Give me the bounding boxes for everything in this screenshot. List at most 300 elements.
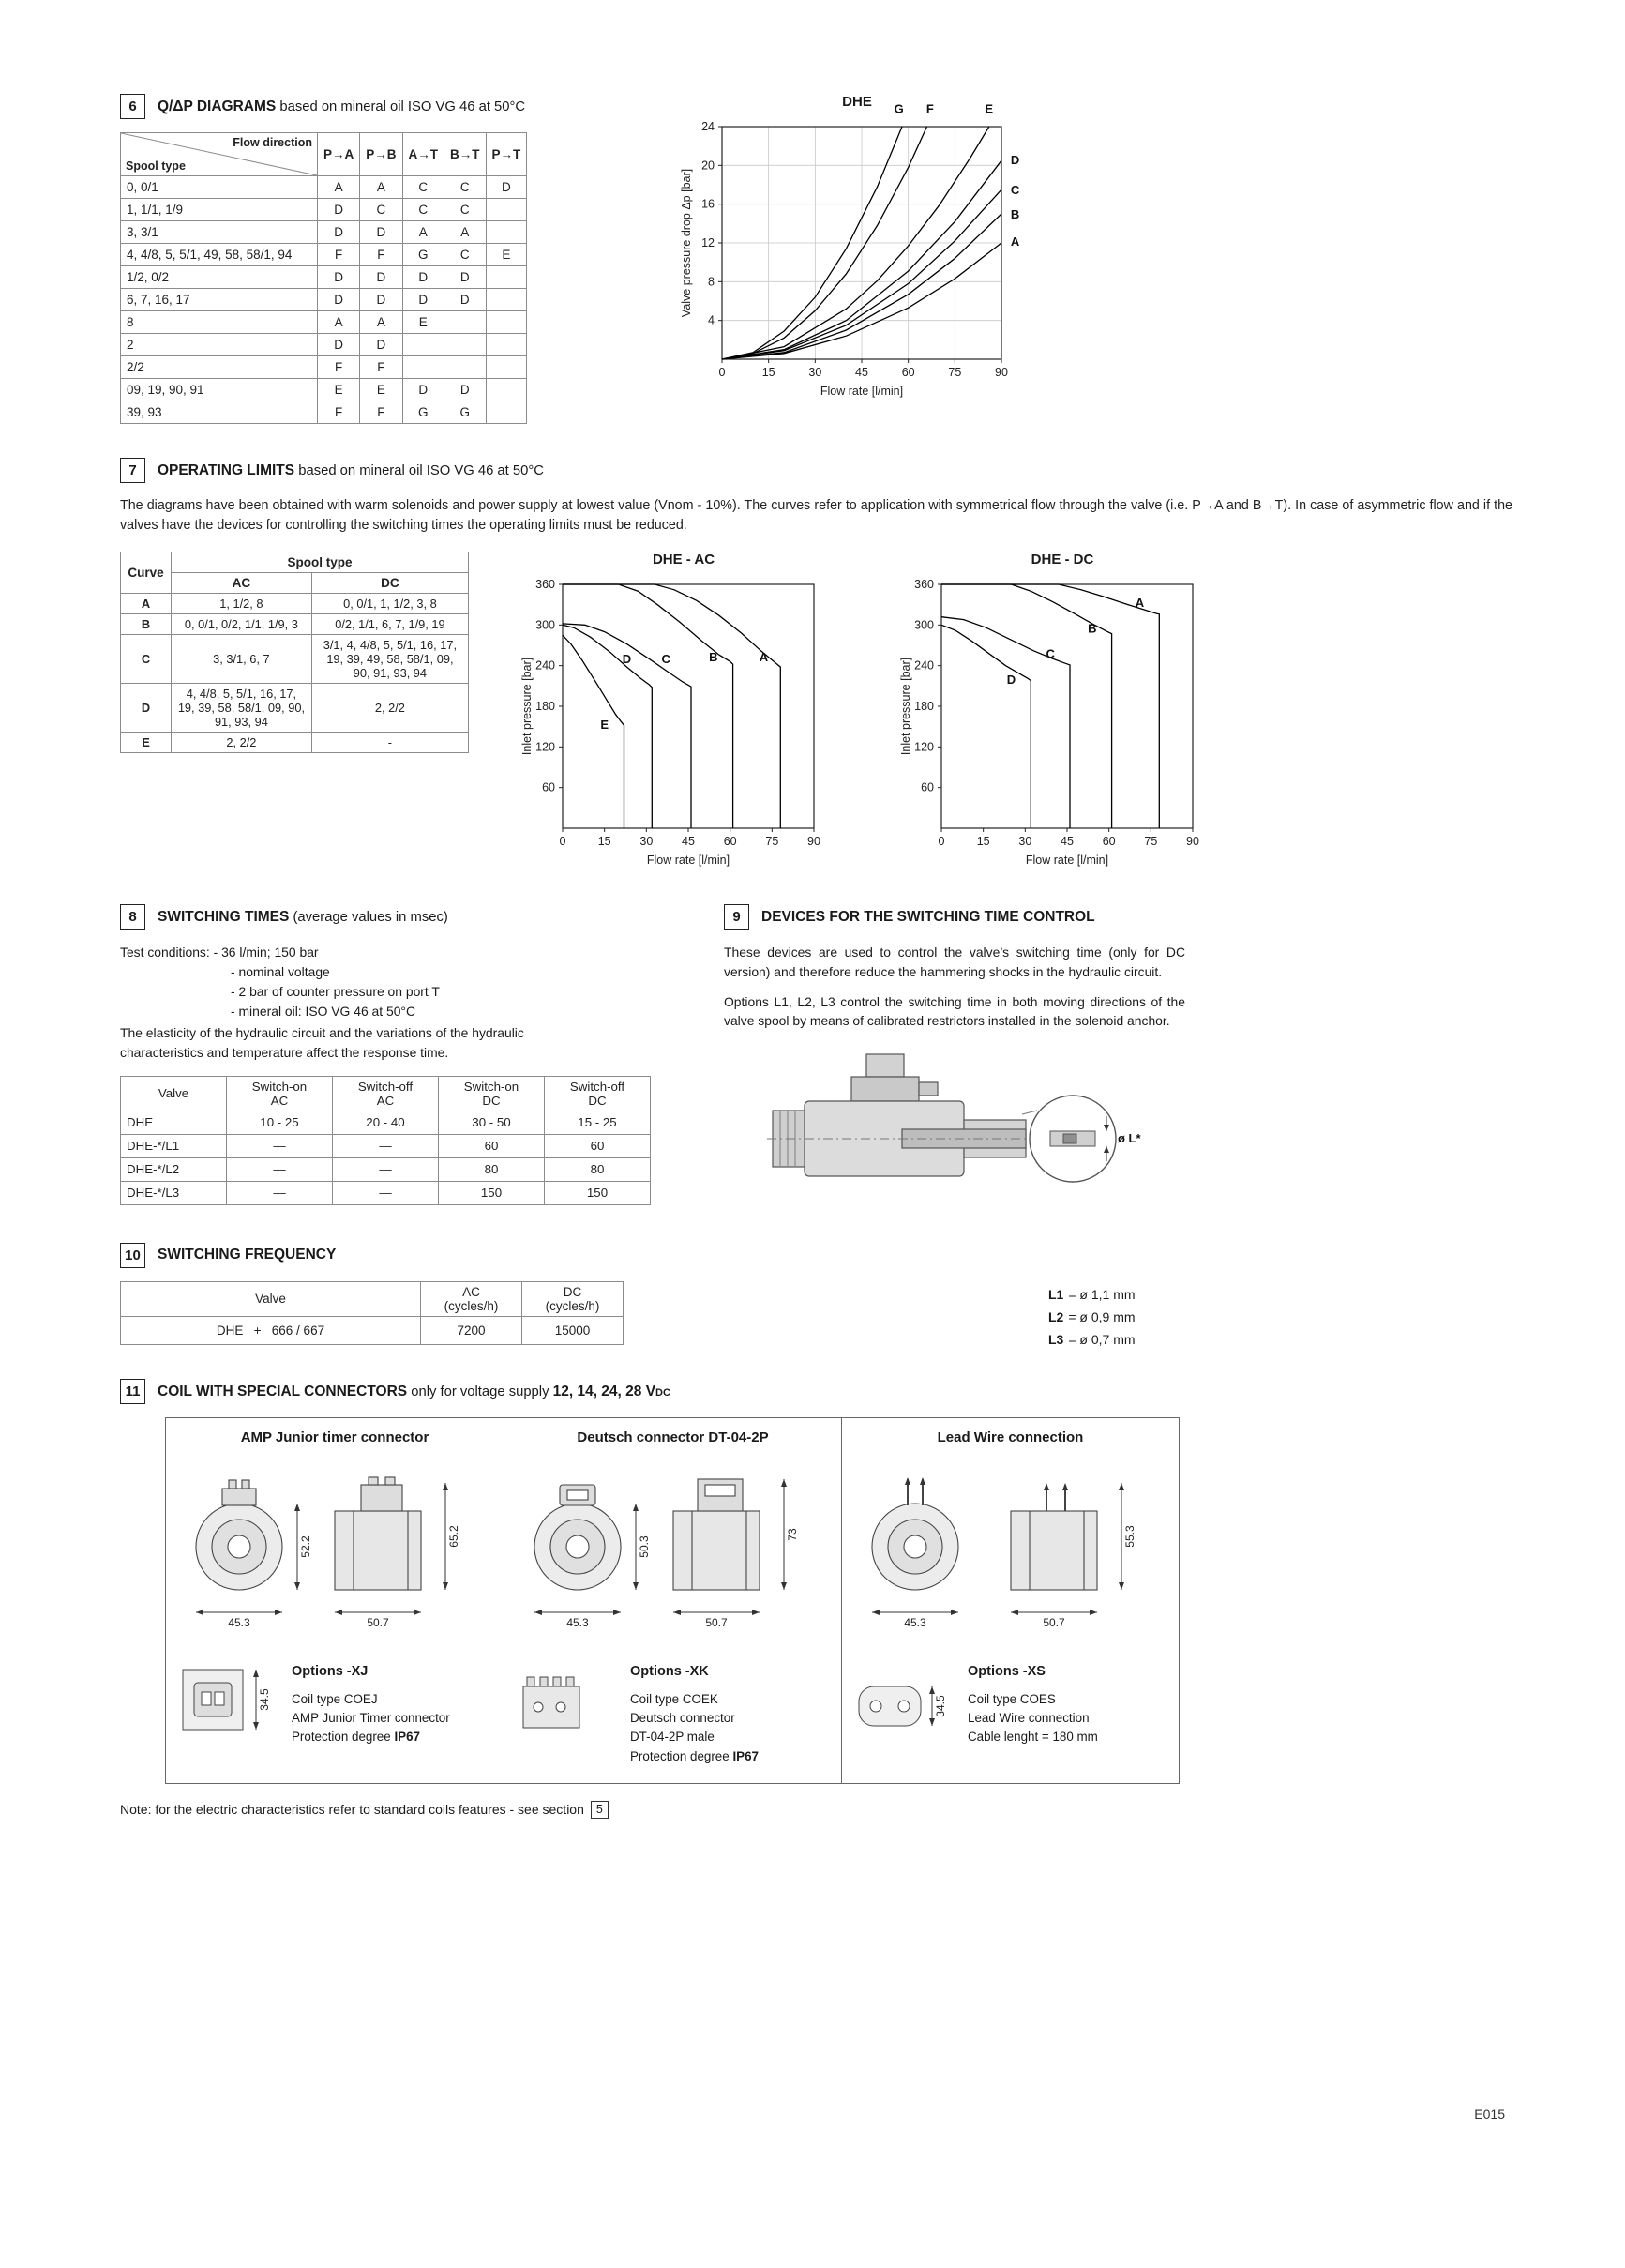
- freq-valve-cell: DHE + 666 / 667: [121, 1316, 421, 1344]
- flow-curve-cell: [444, 334, 487, 356]
- dim-arrow: [253, 1722, 259, 1730]
- connector-detail-drawing: [851, 1662, 956, 1757]
- section11-header: [120, 1379, 1512, 1404]
- ac-spools-cell: 2, 2/2: [172, 733, 312, 753]
- coil-dimension-drawing: [177, 1451, 492, 1650]
- y-tick-label: 12: [701, 236, 715, 249]
- flow-curve-cell: G: [402, 401, 444, 424]
- section9-paragraph-1: These devices are used to control the valve’s switching time (only for DC version) and therefore reduce the hammering shocks in the hydraulic circuit.: [724, 945, 1185, 979]
- flow-curve-cell: D: [360, 266, 402, 289]
- dc-spools-cell: 3/1, 4, 4/8, 5, 5/1, 16, 17, 19, 39, 49, 58, 58/1, 09, 90, 91, 93, 94: [311, 635, 468, 684]
- dc-spools-cell: 2, 2/2: [311, 684, 468, 733]
- flow-curve-cell: A: [318, 311, 360, 334]
- ac-header: AC: [172, 573, 312, 594]
- elasticity-note: The elasticity of the hydraulic circuit and the variations of the hydraulic characteristics and temperature affect the response time.: [120, 1024, 524, 1060]
- flow-curve-cell: [402, 356, 444, 379]
- y-tick-label: 120: [535, 740, 555, 754]
- plot-border: [563, 584, 814, 828]
- y-tick-label: 180: [535, 700, 555, 714]
- note-text: Note: for the electric characteristics refer to standard coils features - see section: [120, 1802, 584, 1818]
- curve-label-A: A: [759, 650, 769, 665]
- curve-label-E: E: [600, 718, 609, 733]
- flow-curve-cell: D: [402, 379, 444, 401]
- y-axis-label: Valve pressure drop Δp [bar]: [680, 168, 693, 318]
- y-tick-label: 240: [535, 659, 555, 673]
- x-tick-label: 60: [723, 835, 737, 849]
- freq-dc-header: DC (cycles/h): [522, 1281, 624, 1316]
- section6-number: 6: [120, 94, 145, 119]
- section9: [724, 904, 1493, 1351]
- flow-curve-cell: D: [402, 266, 444, 289]
- dim-arrow: [613, 1610, 621, 1615]
- dc-header: DC: [311, 573, 468, 594]
- flow-curve-cell: C: [402, 176, 444, 199]
- time-value-cell: 60: [439, 1134, 545, 1157]
- curve-label-G: G: [894, 101, 904, 116]
- coil-options-row: [166, 1655, 504, 1774]
- flow-curve-cell: C: [444, 176, 487, 199]
- time-value-cell: 15 - 25: [545, 1111, 651, 1134]
- time-value-cell: 60: [545, 1134, 651, 1157]
- coil-panel-title: Lead Wire connection: [937, 1429, 1084, 1446]
- chart-DHE - AC: [519, 569, 848, 868]
- section9-paragraph-2: Options L1, L2, L3 control the switching time in both moving directions of the valve spool by means of calibrated restrictors installed in the solenoid anchor.: [724, 993, 1185, 1028]
- freq-dc-value: 15000: [522, 1316, 624, 1344]
- time-value-cell: —: [333, 1181, 439, 1204]
- dim-arrow: [929, 1718, 935, 1726]
- curve-header: Curve: [121, 552, 172, 594]
- protection-line: Protection degree IP67: [630, 1748, 759, 1763]
- y-tick-label: 60: [921, 781, 934, 795]
- flow-curve-cell: A: [318, 176, 360, 199]
- table-row: [121, 334, 527, 356]
- coil-drawing-area: [504, 1451, 841, 1655]
- x-tick-label: 0: [938, 835, 945, 849]
- options-block: [292, 1662, 450, 1746]
- dimension-value: 50.7: [1042, 1616, 1065, 1630]
- x-axis-label: Flow rate [l/min]: [646, 854, 730, 868]
- dc-spools-cell: 0/2, 1/1, 6, 7, 1/9, 19: [311, 614, 468, 635]
- spool-type-cell: 1/2, 0/2: [121, 266, 318, 289]
- flow-curve-cell: E: [486, 244, 527, 266]
- x-tick-label: 15: [976, 835, 990, 849]
- flow-curve-cell: D: [318, 289, 360, 311]
- y-tick-label: 8: [708, 275, 715, 289]
- valve-name-cell: DHE-*/L2: [121, 1157, 227, 1181]
- section8-header: [120, 904, 683, 930]
- operating-limits-row: [120, 552, 1512, 872]
- table-row: [121, 244, 527, 266]
- curve-B: [563, 584, 733, 828]
- flow-direction-label: Flow direction: [233, 136, 312, 149]
- time-value-cell: —: [227, 1181, 333, 1204]
- spool-type-cell: 0, 0/1: [121, 176, 318, 199]
- dim-arrow: [443, 1483, 448, 1490]
- flow-curve-cell: [486, 401, 527, 424]
- x-axis-label: Flow rate [l/min]: [820, 385, 904, 398]
- curve-label-C: C: [1010, 183, 1020, 198]
- section9-header: [724, 904, 1493, 930]
- flow-curve-cell: D: [318, 199, 360, 221]
- ac-spools-cell: 0, 0/1, 0/2, 1/1, 1/9, 3: [172, 614, 312, 635]
- curve-A: [563, 584, 780, 828]
- spool-type-cell: 2: [121, 334, 318, 356]
- table-row: [121, 594, 469, 614]
- connector-front-drawing: [175, 1662, 280, 1752]
- section9-number: 9: [724, 904, 749, 930]
- y-tick-label: 300: [914, 618, 934, 632]
- dimension-value: 50.7: [367, 1616, 389, 1630]
- curve-label-B: B: [1010, 207, 1020, 222]
- leadwire-connector-front: [859, 1686, 921, 1726]
- qdp-chart-title: DHE: [842, 94, 872, 110]
- x-tick-label: 30: [1018, 835, 1032, 849]
- col-b-t: B→T: [444, 133, 487, 176]
- cable-gland: [919, 1082, 938, 1096]
- flow-curve-cell: G: [444, 401, 487, 424]
- dimension-value: 50.3: [637, 1535, 651, 1559]
- x-axis-label: Flow rate [l/min]: [1025, 854, 1109, 868]
- flow-curve-cell: [486, 379, 527, 401]
- option-line: Coil type COES: [968, 1692, 1056, 1707]
- curve-label-D: D: [1010, 153, 1020, 168]
- y-tick-label: 300: [535, 618, 555, 632]
- protection-line: Protection degree IP67: [292, 1730, 420, 1745]
- table-row: [121, 1157, 651, 1181]
- page-code: E015: [1474, 2107, 1505, 2122]
- section6-subtitle: based on mineral oil ISO VG 46 at 50°C: [279, 98, 526, 114]
- table-row: [121, 311, 527, 334]
- dim-arrow: [414, 1610, 421, 1615]
- options-block: [968, 1662, 1098, 1746]
- dim-arrow: [872, 1610, 880, 1615]
- coil-panel-title: Deutsch connector DT-04-2P: [577, 1429, 769, 1446]
- y-tick-label: 240: [914, 659, 934, 673]
- ac-spools-cell: 1, 1/2, 8: [172, 594, 312, 614]
- chart-DHE - DC: [898, 569, 1226, 868]
- footer-note: [120, 1801, 1512, 1819]
- switching-table-header: Switch-on DC: [439, 1076, 545, 1111]
- connector-front-drawing: [851, 1662, 956, 1752]
- switching-table-header: Switch-off DC: [545, 1076, 651, 1111]
- section7-header: [120, 458, 1512, 483]
- dimension-value: 45.3: [903, 1616, 926, 1630]
- dim-arrow: [253, 1670, 259, 1677]
- table-row: [121, 1316, 624, 1344]
- y-tick-label: 120: [914, 740, 934, 754]
- flow-curve-cell: C: [444, 244, 487, 266]
- coil-front-hole: [228, 1535, 250, 1558]
- col-p-a: P→A: [318, 133, 360, 176]
- dim-arrow: [1119, 1582, 1124, 1590]
- option-line: AMP Junior Timer connector: [292, 1711, 450, 1726]
- ac-chart-canvas: [519, 569, 848, 872]
- flow-curve-cell: [486, 356, 527, 379]
- coil-options-row: [842, 1655, 1179, 1774]
- test-conditions-intro: Test conditions: - 36 l/min; 150 bar: [120, 945, 319, 960]
- test-conditions: [120, 943, 683, 1062]
- flow-curve-cell: [486, 221, 527, 244]
- amp-connector-side: [361, 1485, 402, 1511]
- restrictor-legend: [1048, 1284, 1493, 1351]
- flow-curve-cell: [444, 311, 487, 334]
- dimension-value: 52.2: [299, 1535, 312, 1559]
- option-line: Lead Wire connection: [968, 1711, 1090, 1726]
- flow-curve-cell: F: [318, 401, 360, 424]
- col-a-t: A→T: [402, 133, 444, 176]
- dim-arrow: [275, 1610, 282, 1615]
- flow-curve-cell: D: [360, 289, 402, 311]
- dim-arrow: [294, 1582, 300, 1590]
- x-tick-label: 45: [682, 835, 695, 849]
- spool-type-cell: 39, 93: [121, 401, 318, 424]
- x-tick-label: 15: [761, 366, 775, 379]
- section11-number: 11: [120, 1379, 145, 1404]
- y-tick-label: 180: [914, 700, 934, 714]
- table-row: [121, 356, 527, 379]
- flow-curve-cell: C: [360, 199, 402, 221]
- diagonal-header-cell: [121, 133, 318, 176]
- legend-row-l3: L3 = ø 0,7 mm: [1048, 1331, 1136, 1347]
- dimension-value: 45.3: [228, 1616, 250, 1630]
- coil-drawing-area: [842, 1451, 1179, 1655]
- table-row: [121, 1181, 651, 1204]
- flow-curve-cell: D: [360, 334, 402, 356]
- coil-drawing-area: [166, 1451, 504, 1655]
- time-value-cell: 80: [545, 1157, 651, 1181]
- section7-subtitle: based on mineral oil ISO VG 46 at 50°C: [298, 462, 544, 478]
- flow-curve-cell: A: [360, 311, 402, 334]
- test-condition-line: - mineral oil: ISO VG 46 at 50°C: [231, 1004, 416, 1020]
- flow-curve-cell: D: [318, 221, 360, 244]
- section9-title: DEVICES FOR THE SWITCHING TIME CONTROL: [761, 908, 1095, 925]
- x-tick-label: 45: [1061, 835, 1074, 849]
- section7-title: OPERATING LIMITS: [158, 461, 295, 478]
- dimension-value: 55.3: [1122, 1525, 1136, 1549]
- options-code: Options -XS: [968, 1664, 1046, 1680]
- flow-curve-cell: C: [402, 199, 444, 221]
- dimension-value: 50.7: [704, 1616, 728, 1630]
- y-axis-label: Inlet pressure [bar]: [899, 658, 912, 756]
- time-value-cell: 20 - 40: [333, 1111, 439, 1134]
- curve-label-E: E: [985, 101, 994, 116]
- curve-label-D: D: [622, 652, 632, 667]
- spool-type-cell: 1, 1/1, 1/9: [121, 199, 318, 221]
- x-tick-label: 0: [718, 366, 726, 379]
- section10-number: 10: [120, 1243, 145, 1268]
- curve-D: [941, 626, 1031, 829]
- amp-terminal: [222, 1489, 256, 1505]
- dim-arrow: [1011, 1610, 1018, 1615]
- table-row: [121, 733, 469, 753]
- section10-title: SWITCHING FREQUENCY: [158, 1247, 337, 1263]
- table-row: [121, 1111, 651, 1134]
- test-condition-line: - nominal voltage: [231, 964, 330, 980]
- freq-ac-value: 7200: [421, 1316, 522, 1344]
- flow-curve-cell: [486, 334, 527, 356]
- switching-device-figure: [724, 1049, 1493, 1351]
- curve-letter-cell: A: [121, 594, 172, 614]
- curve-E: [563, 636, 624, 829]
- section10-header: [120, 1243, 683, 1268]
- flow-curve-cell: D: [444, 266, 487, 289]
- section6-header: [120, 94, 608, 119]
- time-value-cell: —: [333, 1157, 439, 1181]
- dc-chart-canvas: [898, 569, 1226, 872]
- col-p-t: P→T: [486, 133, 527, 176]
- flow-curve-cell: F: [318, 356, 360, 379]
- curve-label-A: A: [1010, 234, 1020, 249]
- table-row: [121, 684, 469, 733]
- curve-spool-table: [120, 552, 469, 753]
- valve-name-cell: DHE-*/L1: [121, 1134, 227, 1157]
- section7-header-block: [120, 458, 1512, 535]
- dimension-value: 34.5: [934, 1695, 947, 1718]
- flow-curve-cell: D: [444, 289, 487, 311]
- time-value-cell: 10 - 25: [227, 1111, 333, 1134]
- freq-ac-header: AC (cycles/h): [421, 1281, 522, 1316]
- dim-arrow: [1090, 1610, 1097, 1615]
- spool-type-cell: 09, 19, 90, 91: [121, 379, 318, 401]
- flow-curve-cell: D: [360, 221, 402, 244]
- curve-letter-cell: B: [121, 614, 172, 635]
- section8-subtitle: (average values in msec): [293, 909, 448, 925]
- switching-table-header: Valve: [121, 1076, 227, 1111]
- flow-curve-cell: [444, 356, 487, 379]
- table-row: [121, 289, 527, 311]
- flow-curve-cell: D: [318, 334, 360, 356]
- section8-title: SWITCHING TIMES: [158, 908, 290, 925]
- x-tick-label: 30: [808, 366, 822, 379]
- dim-arrow: [294, 1504, 300, 1511]
- x-tick-label: 60: [901, 366, 915, 379]
- switching-table-header: Switch-off AC: [333, 1076, 439, 1111]
- option-line: Coil type COEJ: [292, 1692, 378, 1707]
- coil-dimension-drawing: [516, 1451, 831, 1650]
- curve-letter-cell: E: [121, 733, 172, 753]
- x-tick-label: 30: [639, 835, 654, 849]
- din-connector-top: [866, 1054, 904, 1077]
- connector-front-drawing: [514, 1662, 619, 1752]
- flow-curve-cell: C: [444, 199, 487, 221]
- col-p-b: P→B: [360, 133, 402, 176]
- flow-curve-cell: D: [486, 176, 527, 199]
- qdp-chart-block: [679, 94, 1035, 424]
- dc-chart-block: [898, 552, 1226, 872]
- spool-type-label: Spool type: [126, 159, 186, 173]
- flow-curve-cell: A: [402, 221, 444, 244]
- legend-row-l1: L1 = ø 1,1 mm: [1048, 1287, 1136, 1303]
- table-row: [121, 176, 527, 199]
- time-value-cell: —: [227, 1157, 333, 1181]
- x-tick-label: 90: [995, 366, 1008, 379]
- flow-curve-cell: F: [360, 401, 402, 424]
- curve-letter-cell: D: [121, 684, 172, 733]
- dim-arrow: [951, 1610, 958, 1615]
- x-tick-label: 75: [1144, 835, 1158, 849]
- plot-border: [941, 584, 1193, 828]
- x-tick-label: 75: [948, 366, 962, 379]
- dimension-value: 45.3: [565, 1616, 589, 1630]
- y-tick-label: 360: [535, 578, 555, 592]
- coil-panel-2: [504, 1418, 841, 1782]
- curve-label-D: D: [1006, 673, 1016, 688]
- option-line: DT-04-2P male: [630, 1730, 715, 1745]
- table-row: [121, 221, 527, 244]
- coil-panel-title: AMP Junior timer connector: [240, 1429, 429, 1446]
- note-section-box: 5: [591, 1801, 609, 1819]
- valve-name-cell: DHE-*/L3: [121, 1181, 227, 1204]
- x-tick-label: 15: [597, 835, 611, 849]
- dim-arrow: [673, 1610, 681, 1615]
- coil-connectors-box: [165, 1417, 1180, 1783]
- operating-limits-paragraph: The diagrams have been obtained with warm solenoids and power supply at lowest value (Vnom - 10%). The curves refer to application with symmetrical flow through the valve (i.e. P→A and B→T). In case of asymmetric flow and if the valves have the devices for controlling the switching times the operating limits must be reduced.: [120, 498, 1512, 533]
- deutsch-connector-front: [523, 1686, 579, 1728]
- options-code: Options -XK: [630, 1664, 709, 1680]
- x-tick-label: 45: [855, 366, 868, 379]
- valve-name-cell: DHE: [121, 1111, 227, 1134]
- connector-detail-drawing: [175, 1662, 280, 1757]
- option-line: Deutsch connector: [630, 1711, 735, 1726]
- coil-panel-3: [841, 1418, 1179, 1782]
- restrictor-diameter-label: ø L*: [1118, 1131, 1141, 1146]
- spool-type-cell: 3, 3/1: [121, 221, 318, 244]
- option-line: Coil type COEK: [630, 1692, 718, 1707]
- time-value-cell: 30 - 50: [439, 1111, 545, 1134]
- dc-chart-title: DHE - DC: [1031, 552, 1094, 568]
- qdp-table: [120, 132, 527, 424]
- x-tick-label: 0: [559, 835, 566, 849]
- flow-curve-cell: E: [318, 379, 360, 401]
- dim-arrow: [443, 1582, 448, 1590]
- solenoid-section-drawing: [724, 1049, 1174, 1270]
- x-tick-label: 90: [807, 835, 820, 849]
- spool-type-cell: 6, 7, 16, 17: [121, 289, 318, 311]
- flow-curve-cell: D: [402, 289, 444, 311]
- section11-title: COIL WITH SPECIAL CONNECTORS: [158, 1383, 408, 1399]
- flow-curve-cell: [486, 289, 527, 311]
- table-row: [121, 614, 469, 635]
- voltage-list: 12, 14, 24, 28 VDC: [552, 1383, 670, 1399]
- y-axis-label: Inlet pressure [bar]: [520, 658, 534, 756]
- y-tick-label: 4: [708, 313, 715, 327]
- dim-arrow: [781, 1479, 787, 1487]
- dim-arrow: [929, 1686, 935, 1694]
- dim-arrow: [752, 1610, 760, 1615]
- section8-and-10: [120, 904, 683, 1351]
- curve-label-C: C: [661, 652, 670, 667]
- flow-curve-cell: D: [444, 379, 487, 401]
- ac-spools-cell: 4, 4/8, 5, 5/1, 16, 17, 19, 39, 58, 58/1, 09, 90, 91, 93, 94: [172, 684, 312, 733]
- curve-label-A: A: [1135, 596, 1145, 611]
- time-value-cell: —: [333, 1134, 439, 1157]
- section7-number: 7: [120, 458, 145, 483]
- dim-arrow: [905, 1477, 910, 1485]
- y-tick-label: 24: [701, 120, 715, 133]
- dc-spools-cell: -: [311, 733, 468, 753]
- flow-curve-cell: [486, 266, 527, 289]
- coil-dimension-drawing: [853, 1451, 1168, 1650]
- coil-front-hole: [904, 1535, 926, 1558]
- curve-label-C: C: [1046, 646, 1055, 661]
- connector-detail-drawing: [514, 1662, 619, 1757]
- flow-curve-cell: [486, 199, 527, 221]
- section6: [120, 94, 1512, 424]
- dim-arrow: [920, 1477, 925, 1485]
- x-tick-label: 90: [1186, 835, 1199, 849]
- section8-number: 8: [120, 904, 145, 930]
- freq-valve-header: Valve: [121, 1281, 421, 1316]
